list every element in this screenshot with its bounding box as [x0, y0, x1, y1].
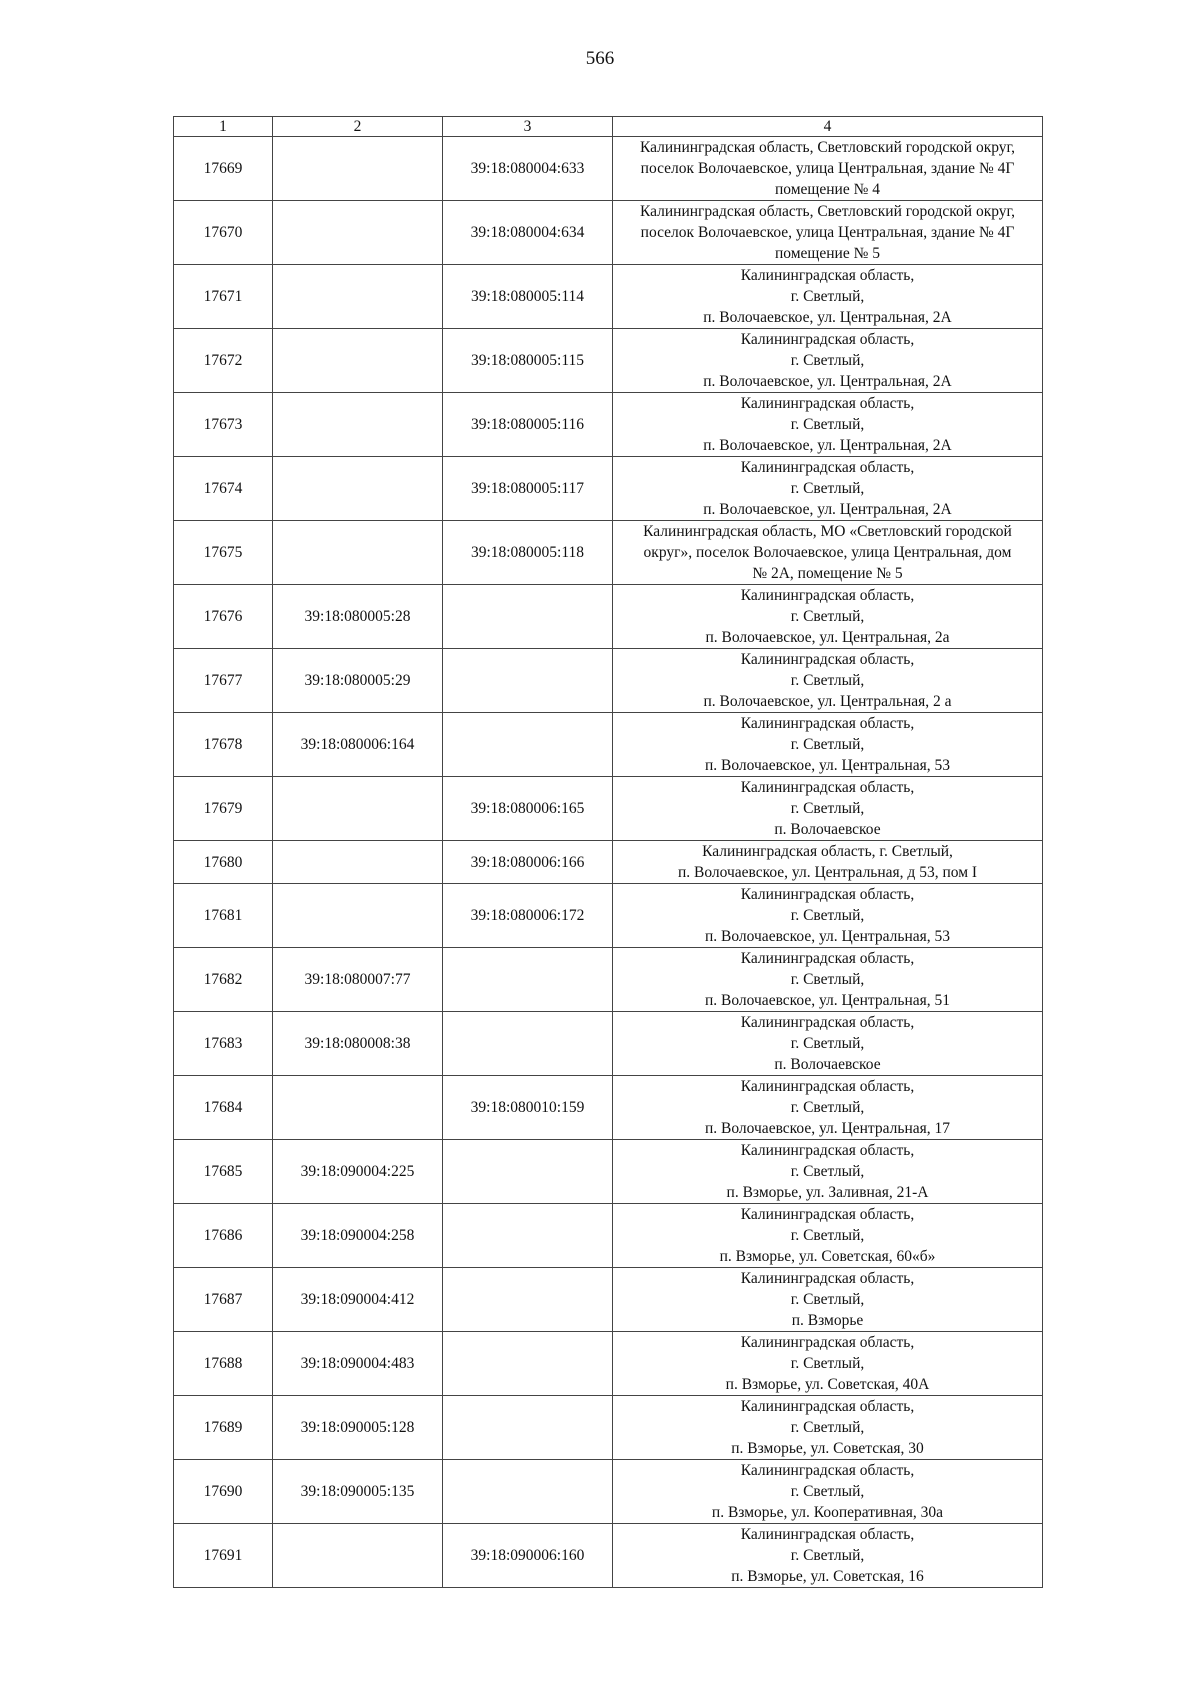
address-line: г. Светлый, [790, 1099, 865, 1116]
address-line: Калининградская область, [740, 1142, 915, 1159]
address-line: г. Светлый, [790, 1291, 865, 1308]
address-line: г. Светлый, [790, 1483, 865, 1500]
cell-address [613, 137, 1043, 201]
cell-building-cadastral: 39:18:080006:165 [443, 777, 613, 841]
cell-number: 17686 [174, 1204, 273, 1268]
table-row [174, 1140, 1043, 1204]
address-line: № 2А, помещение № 5 [752, 565, 903, 582]
address-line: п. Волочаевское, ул. Центральная, 53 [705, 928, 950, 945]
cell-building-cadastral [443, 1012, 613, 1076]
cell-land-cadastral [273, 265, 443, 329]
cell-number: 17676 [174, 585, 273, 649]
cell-building-cadastral: 39:18:080004:634 [443, 201, 613, 265]
address-line: г. Светлый, [790, 907, 865, 924]
address-line: Калининградская область, г. Светлый, [702, 843, 953, 860]
cell-address [613, 841, 1043, 884]
cell-number: 17669 [174, 137, 273, 201]
cell-land-cadastral [273, 201, 443, 265]
table-row [174, 1012, 1043, 1076]
cell-address [613, 521, 1043, 585]
cell-number: 17672 [174, 329, 273, 393]
address-line: г. Светлый, [790, 1035, 865, 1052]
table-row [174, 649, 1043, 713]
address-line: поселок Волочаевское, улица Центральная, здание № 4Г [640, 160, 1015, 177]
cell-land-cadastral: 39:18:090004:258 [273, 1204, 443, 1268]
table-row [174, 1460, 1043, 1524]
address-line: Калининградская область, [740, 1014, 915, 1031]
cell-building-cadastral: 39:18:080005:115 [443, 329, 613, 393]
cell-address [613, 329, 1043, 393]
address-line: п. Волочаевское, ул. Центральная, 51 [705, 992, 950, 1009]
cell-address [613, 777, 1043, 841]
address-line: Калининградская область, [740, 779, 915, 796]
address-line: округ», поселок Волочаевское, улица Центральная, дом [643, 544, 1012, 561]
cell-building-cadastral: 39:18:080005:114 [443, 265, 613, 329]
cell-address [613, 201, 1043, 265]
cell-number: 17670 [174, 201, 273, 265]
cell-land-cadastral [273, 521, 443, 585]
cell-building-cadastral [443, 1268, 613, 1332]
cell-number: 17671 [174, 265, 273, 329]
cell-address [613, 1396, 1043, 1460]
cell-number: 17681 [174, 884, 273, 948]
cell-address [613, 1012, 1043, 1076]
address-line: п. Взморье, ул. Советская, 30 [731, 1440, 924, 1457]
address-line: Калининградская область, [740, 267, 915, 284]
cell-address [613, 948, 1043, 1012]
address-line: Калининградская область, [740, 1270, 915, 1287]
address-line: Калининградская область, [740, 715, 915, 732]
cell-number: 17680 [174, 841, 273, 884]
cell-building-cadastral [443, 1460, 613, 1524]
address-line: г. Светлый, [790, 1419, 865, 1436]
table-row [174, 137, 1043, 201]
address-line: Калининградская область, [740, 1334, 915, 1351]
table-row [174, 393, 1043, 457]
table-row [174, 1524, 1043, 1588]
cell-address [613, 1332, 1043, 1396]
cell-building-cadastral [443, 1396, 613, 1460]
table-row [174, 457, 1043, 521]
cell-land-cadastral: 39:18:080005:28 [273, 585, 443, 649]
cell-building-cadastral: 39:18:080004:633 [443, 137, 613, 201]
cell-land-cadastral: 39:18:090004:225 [273, 1140, 443, 1204]
table-row [174, 585, 1043, 649]
cell-address [613, 649, 1043, 713]
address-line: Калининградская область, [740, 950, 915, 967]
page-number: 566 [585, 48, 615, 69]
cell-land-cadastral [273, 777, 443, 841]
cell-building-cadastral: 39:18:080005:116 [443, 393, 613, 457]
table-body [174, 137, 1043, 1588]
address-line: г. Светлый, [790, 800, 865, 817]
address-line: п. Волочаевское, ул. Центральная, 2А [703, 373, 952, 390]
cell-building-cadastral [443, 649, 613, 713]
table-row [174, 884, 1043, 948]
address-line: п. Волочаевское, ул. Центральная, 53 [705, 757, 950, 774]
cell-building-cadastral: 39:18:080006:172 [443, 884, 613, 948]
cell-building-cadastral: 39:18:080005:117 [443, 457, 613, 521]
cell-address [613, 713, 1043, 777]
cell-number: 17677 [174, 649, 273, 713]
column-header-number: 1 [174, 117, 273, 137]
address-line: п. Взморье, ул. Заливная, 21-А [726, 1184, 929, 1201]
cell-address [613, 457, 1043, 521]
cell-number: 17688 [174, 1332, 273, 1396]
address-line: помещение № 5 [774, 245, 880, 262]
address-line: Калининградская область, Светловский городской округ, [639, 203, 1016, 220]
cell-land-cadastral: 39:18:090004:412 [273, 1268, 443, 1332]
table-row [174, 201, 1043, 265]
cell-land-cadastral: 39:18:080006:164 [273, 713, 443, 777]
address-line: Калининградская область, Светловский городской округ, [639, 139, 1016, 156]
address-line: г. Светлый, [790, 1355, 865, 1372]
cell-land-cadastral: 39:18:080005:29 [273, 649, 443, 713]
address-line: п. Волочаевское, ул. Центральная, 2А [703, 309, 952, 326]
cell-number: 17689 [174, 1396, 273, 1460]
cell-building-cadastral [443, 948, 613, 1012]
cell-building-cadastral [443, 1204, 613, 1268]
cell-land-cadastral: 39:18:090004:483 [273, 1332, 443, 1396]
address-line: п. Волочаевское [774, 1056, 881, 1073]
cell-address [613, 1268, 1043, 1332]
cell-address [613, 393, 1043, 457]
cell-number: 17684 [174, 1076, 273, 1140]
address-line: п. Волочаевское, ул. Центральная, 2а [705, 629, 950, 646]
address-line: Калининградская область, [740, 651, 915, 668]
address-line: поселок Волочаевское, улица Центральная, здание № 4Г [640, 224, 1015, 241]
column-header-address: 4 [613, 117, 1043, 137]
table-row [174, 1268, 1043, 1332]
cell-land-cadastral [273, 393, 443, 457]
cell-building-cadastral [443, 585, 613, 649]
address-line: г. Светлый, [790, 971, 865, 988]
table-row [174, 841, 1043, 884]
cell-building-cadastral: 39:18:090006:160 [443, 1524, 613, 1588]
cell-number: 17682 [174, 948, 273, 1012]
cell-land-cadastral: 39:18:080007:77 [273, 948, 443, 1012]
address-line: п. Взморье, ул. Советская, 60«б» [719, 1248, 936, 1265]
address-line: п. Волочаевское [774, 821, 881, 838]
column-header-building-cadastral: 3 [443, 117, 613, 137]
address-line: г. Светлый, [790, 352, 865, 369]
cell-building-cadastral: 39:18:080010:159 [443, 1076, 613, 1140]
address-line: помещение № 4 [774, 181, 880, 198]
cell-address [613, 1076, 1043, 1140]
cell-land-cadastral: 39:18:090005:135 [273, 1460, 443, 1524]
cell-land-cadastral [273, 329, 443, 393]
table-row [174, 777, 1043, 841]
cell-building-cadastral [443, 1140, 613, 1204]
address-line: г. Светлый, [790, 672, 865, 689]
cell-land-cadastral [273, 1076, 443, 1140]
address-line: Калининградская область, [740, 886, 915, 903]
table-row [174, 1076, 1043, 1140]
cell-number: 17687 [174, 1268, 273, 1332]
address-line: г. Светлый, [790, 416, 865, 433]
cell-number: 17690 [174, 1460, 273, 1524]
cell-number: 17673 [174, 393, 273, 457]
cell-address [613, 884, 1043, 948]
cell-land-cadastral [273, 457, 443, 521]
address-line: Калининградская область, [740, 1078, 915, 1095]
cell-land-cadastral [273, 1524, 443, 1588]
table-header [174, 117, 1043, 137]
address-line: п. Взморье, ул. Советская, 40А [725, 1376, 930, 1393]
address-line: п. Взморье, ул. Кооперативная, 30а [711, 1504, 944, 1521]
address-line: г. Светлый, [790, 608, 865, 625]
cell-number: 17674 [174, 457, 273, 521]
address-line: г. Светлый, [790, 1163, 865, 1180]
address-line: п. Взморье [791, 1312, 864, 1329]
cell-address [613, 585, 1043, 649]
address-line: Калининградская область, [740, 395, 915, 412]
address-line: Калининградская область, [740, 459, 915, 476]
cell-address [613, 1140, 1043, 1204]
address-line: Калининградская область, [740, 1398, 915, 1415]
address-line: г. Светлый, [790, 480, 865, 497]
address-line: Калининградская область, [740, 1206, 915, 1223]
address-line: п. Волочаевское, ул. Центральная, 2А [703, 437, 952, 454]
table-row [174, 521, 1043, 585]
table-row [174, 329, 1043, 393]
cell-number: 17683 [174, 1012, 273, 1076]
cell-building-cadastral [443, 713, 613, 777]
table-row [174, 1332, 1043, 1396]
address-line: п. Волочаевское, ул. Центральная, 2 а [703, 693, 952, 710]
cell-address [613, 1204, 1043, 1268]
cell-address [613, 265, 1043, 329]
cell-land-cadastral [273, 841, 443, 884]
cell-building-cadastral: 39:18:080006:166 [443, 841, 613, 884]
cell-number: 17691 [174, 1524, 273, 1588]
cell-number: 17685 [174, 1140, 273, 1204]
cell-address [613, 1460, 1043, 1524]
cell-land-cadastral [273, 137, 443, 201]
column-header-land-cadastral: 2 [273, 117, 443, 137]
table-row [174, 1204, 1043, 1268]
address-line: Калининградская область, [740, 587, 915, 604]
address-line: Калининградская область, [740, 331, 915, 348]
address-line: г. Светлый, [790, 736, 865, 753]
cell-building-cadastral: 39:18:080005:118 [443, 521, 613, 585]
address-line: г. Светлый, [790, 288, 865, 305]
cell-number: 17679 [174, 777, 273, 841]
cell-address [613, 1524, 1043, 1588]
table-row [174, 713, 1043, 777]
address-line: Калининградская область, [740, 1462, 915, 1479]
address-line: п. Взморье, ул. Советская, 16 [731, 1568, 924, 1585]
address-line: п. Волочаевское, ул. Центральная, 2А [703, 501, 952, 518]
cell-land-cadastral [273, 884, 443, 948]
cell-building-cadastral [443, 1332, 613, 1396]
table-row [174, 265, 1043, 329]
cell-land-cadastral: 39:18:090005:128 [273, 1396, 443, 1460]
address-line: Калининградская область, МО «Светловский городской [643, 523, 1012, 540]
table-row [174, 948, 1043, 1012]
cell-number: 17675 [174, 521, 273, 585]
address-line: п. Волочаевское, ул. Центральная, 17 [705, 1120, 950, 1137]
cell-number: 17678 [174, 713, 273, 777]
address-line: г. Светлый, [790, 1227, 865, 1244]
registry-table [173, 116, 1043, 1588]
table-row [174, 1396, 1043, 1460]
address-line: п. Волочаевское, ул. Центральная, д 53, пом I [677, 864, 978, 881]
address-line: Калининградская область, [740, 1526, 915, 1543]
header-row [174, 117, 1043, 137]
cell-land-cadastral: 39:18:080008:38 [273, 1012, 443, 1076]
address-line: г. Светлый, [790, 1547, 865, 1564]
